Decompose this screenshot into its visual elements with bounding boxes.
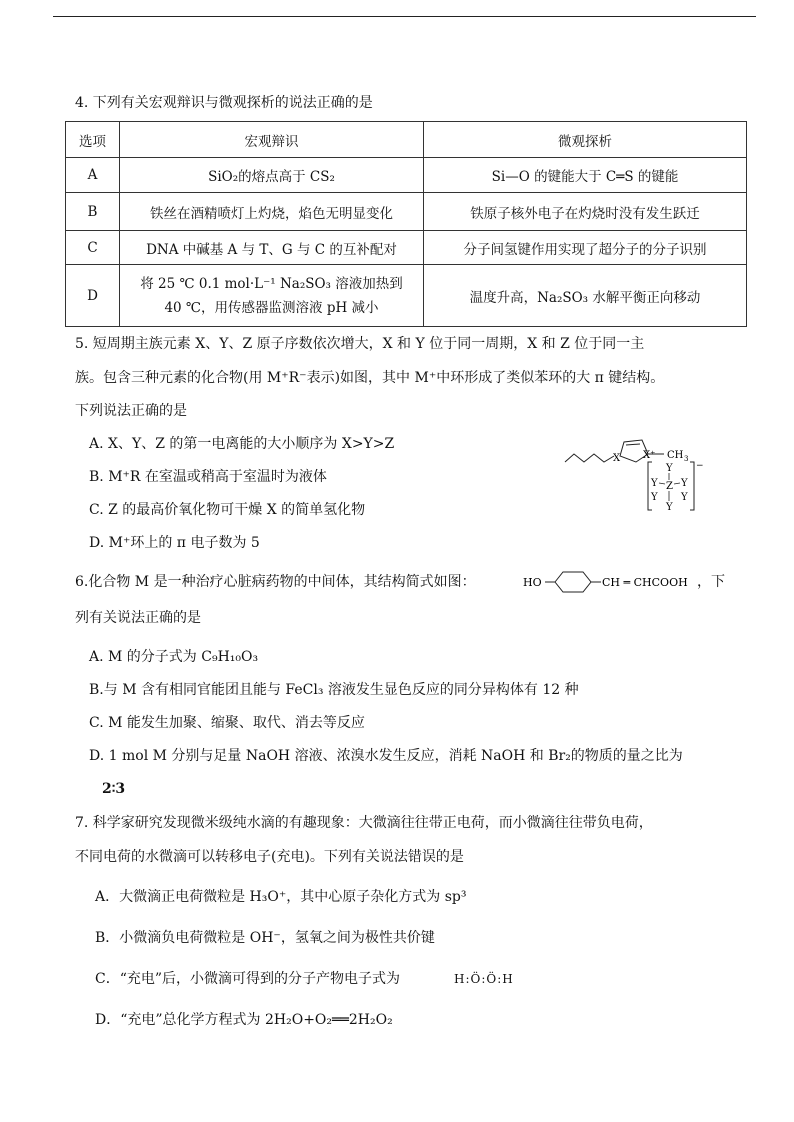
electron-formula: H:Ö:Ö:H bbox=[454, 972, 514, 986]
q6-stem-line1-end: ，下 bbox=[697, 574, 725, 590]
q5-stem-line2: 族。包含三种元素的化合物(用 M⁺R⁻表示)如图，其中 M⁺中环形成了类似苯环的大 π 键结构。 bbox=[75, 370, 665, 386]
anion-z-center: Z bbox=[666, 481, 673, 492]
butyl-chain bbox=[565, 454, 614, 462]
formula-tail: CH ═ CHCOOH bbox=[602, 576, 688, 589]
q5-option-d: D. M⁺环上的 π 电子数为 5 bbox=[89, 535, 260, 551]
row-micro: 分子间氢键作用实现了超分子的分子识别 bbox=[424, 231, 747, 265]
anion-y-bottom: Y bbox=[666, 502, 673, 513]
row-macro-line2: 40 ℃，用传感器监测溶液 pH 减小 bbox=[164, 299, 379, 316]
anion-y-lower-left: Y bbox=[651, 492, 658, 503]
table-row bbox=[66, 231, 747, 265]
row-macro: SiO₂的熔点高于 CS₂ bbox=[120, 158, 424, 193]
benzene-ring bbox=[555, 572, 591, 592]
row-option: B bbox=[66, 193, 120, 231]
row-macro-line1: 将 25 ℃ 0.1 mol·L⁻¹ Na₂SO₃ 溶液加热到 bbox=[140, 275, 403, 292]
q6-option-d-line1: D. 1 mol M 分别与足量 NaOH 溶液、浓溴水发生反应，消耗 NaOH 和 Br₂的物质的量之比为 bbox=[89, 748, 683, 764]
row-micro: Si—O 的键能大于 C═S 的键能 bbox=[424, 158, 747, 193]
anion-y-top: Y bbox=[666, 463, 673, 474]
q7-stem-line1: 7. 科学家研究发现微米级纯水滴的有趣现象：大微滴往往带正电荷，而小微滴往往带负电荷， bbox=[75, 815, 653, 831]
methyl-subscript: 3 bbox=[684, 455, 689, 463]
compound-m-formula bbox=[521, 568, 699, 596]
row-option: A bbox=[66, 158, 120, 193]
ring-x-label: X bbox=[613, 453, 621, 464]
q5-stem-line3: 下列说法正确的是 bbox=[75, 403, 187, 419]
anion-charge: − bbox=[696, 461, 704, 471]
row-macro: 铁丝在酒精喷灯上灼烧，焰色无明显变化 bbox=[120, 193, 424, 231]
row-option: D bbox=[66, 265, 120, 327]
q7-option-c: C．“充电”后，小微滴可得到的分子产物电子式为 bbox=[95, 971, 401, 987]
table-header-row bbox=[66, 122, 747, 158]
anion-y-right: Y bbox=[681, 478, 688, 489]
row-micro: 温度升高，Na₂SO₃ 水解平衡正向移动 bbox=[424, 265, 747, 327]
q7-option-b: B．小微滴负电荷微粒是 OH⁻，氢氧之间为极性共价键 bbox=[95, 930, 435, 946]
methyl-label: CH bbox=[667, 450, 684, 461]
header-rule bbox=[53, 16, 756, 17]
q6-stem-line2: 列有关说法正确的是 bbox=[75, 610, 201, 626]
q6-option-a: A. M 的分子式为 C₉H₁₀O₃ bbox=[89, 649, 259, 665]
q4-stem: 4. 下列有关宏观辩识与微观探析的说法正确的是 bbox=[75, 95, 373, 111]
row-micro: 铁原子核外电子在灼烧时没有发生跃迁 bbox=[424, 193, 747, 231]
q7-stem-line2: 不同电荷的水微滴可以转移电子(充电)。下列有关说法错误的是 bbox=[75, 849, 464, 865]
header-micro: 微观探析 bbox=[424, 122, 747, 158]
row-macro bbox=[120, 265, 424, 327]
table-row bbox=[66, 193, 747, 231]
header-macro: 宏观辩识 bbox=[120, 122, 424, 158]
q5-option-b: B. M⁺R 在室温或稍高于室温时为液体 bbox=[89, 469, 327, 485]
row-macro: DNA 中碱基 A 与 T、G 与 C 的互补配对 bbox=[120, 231, 424, 265]
bracket-right bbox=[690, 462, 694, 510]
q6-option-c: C. M 能发生加聚、缩聚、取代、消去等反应 bbox=[89, 715, 365, 731]
q5-option-a: A. X、Y、Z 的第一电离能的大小顺序为 X>Y>Z bbox=[89, 436, 395, 452]
header-option: 选项 bbox=[66, 122, 120, 158]
formula-ho: HO bbox=[523, 576, 542, 589]
row-option: C bbox=[66, 231, 120, 265]
q7-option-a: A．大微滴正电荷微粒是 H₃O⁺，其中心原子杂化方式为 sp³ bbox=[95, 889, 467, 905]
anion-y-left: Y bbox=[651, 478, 658, 489]
q6-stem-line1: 6.化合物 M 是一种治疗心脏病药物的中间体，其结构简式如图： bbox=[75, 574, 476, 590]
table-row bbox=[66, 265, 747, 327]
q6-option-b: B.与 M 含有相同官能团且能与 FeCl₃ 溶液发生显色反应的同分异构体有 12 种 bbox=[89, 682, 579, 698]
q6-option-d-line2: 2∶3 bbox=[102, 781, 126, 797]
table-row bbox=[66, 158, 747, 193]
ionic-liquid-structure bbox=[560, 428, 710, 518]
ring-xplus-label: X⁺ bbox=[643, 450, 656, 461]
q4-table bbox=[65, 121, 747, 327]
q7-option-d: D．“充电”总化学方程式为 2H₂O+O₂══2H₂O₂ bbox=[95, 1012, 393, 1028]
q5-stem-line1: 5. 短周期主族元素 X、Y、Z 原子序数依次增大，X 和 Y 位于同一周期，X 和 Z 位于同一主 bbox=[75, 336, 645, 352]
anion-y-lower-right: Y bbox=[681, 492, 688, 503]
q5-option-c: C. Z 的最高价氧化物可干燥 X 的简单氢化物 bbox=[89, 502, 366, 518]
